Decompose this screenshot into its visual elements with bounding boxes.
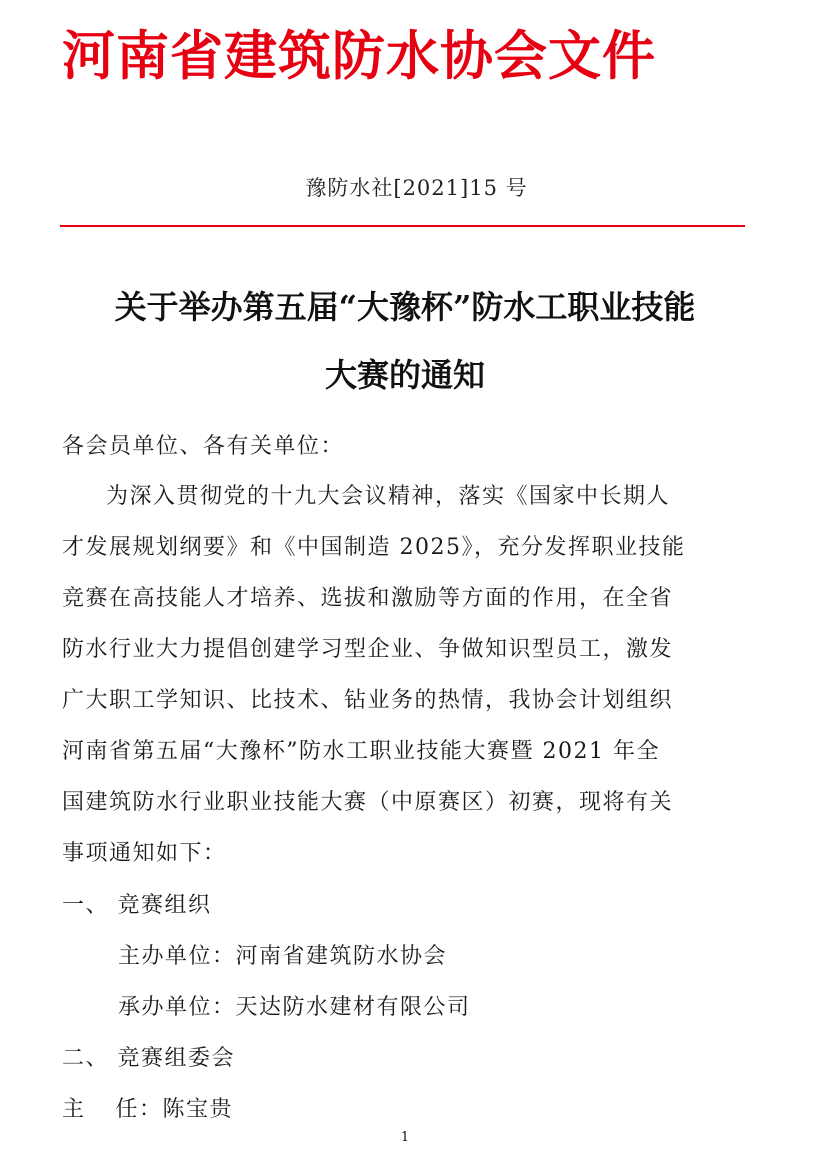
organizer-unit: 承办单位：天达防水建材有限公司 [118,995,471,1020]
paragraph-line: 国建筑防水行业职业技能大赛（中原赛区）初赛，现将有关 [62,790,674,815]
paragraph-line: 为深入贯彻党的十九大会议精神，落实《国家中长期人 [106,484,671,509]
salutation: 各会员单位、各有关单位： [62,434,345,459]
paragraph-line: 才发展规划纲要》和《中国制造 2025》，充分发挥职业技能 [62,535,686,560]
document-number: 豫防水社[2021]15 号 [305,176,528,200]
notice-title-line-1: 关于举办第五届“大豫杯”防水工职业技能 [114,288,696,326]
intro-paragraph [62,471,752,879]
paragraph-line: 防水行业大力提倡创建学习型企业、争做知识型员工，激发 [62,637,674,662]
section-2-heading: 二、 竞赛组委会 [62,1046,235,1071]
paragraph-line: 事项通知如下： [62,841,227,866]
host-unit: 主办单位：河南省建筑防水协会 [118,944,448,969]
committee-director [62,1084,233,1135]
paragraph-line: 河南省第五届“大豫杯”防水工职业技能大赛暨 2021 年全 [62,739,660,764]
paragraph-line: 竞赛在高技能人才培养、选拔和激励等方面的作用，在全省 [62,586,674,611]
paragraph-line: 广大职工学知识、比技术、钻业务的热情，我协会计划组织 [62,688,674,713]
section-1-heading: 一、 竞赛组织 [62,893,212,918]
director-label-part-1: 主 [62,1097,86,1122]
notice-title-line-2: 大赛的通知 [324,356,485,394]
director-label-part-2: 任：陈宝贵 [115,1097,234,1122]
issuer-header: 河南省建筑防水协会文件 [62,25,656,87]
page-number: 1 [400,1130,410,1145]
red-divider-line [60,225,745,227]
notice-title [60,273,750,409]
